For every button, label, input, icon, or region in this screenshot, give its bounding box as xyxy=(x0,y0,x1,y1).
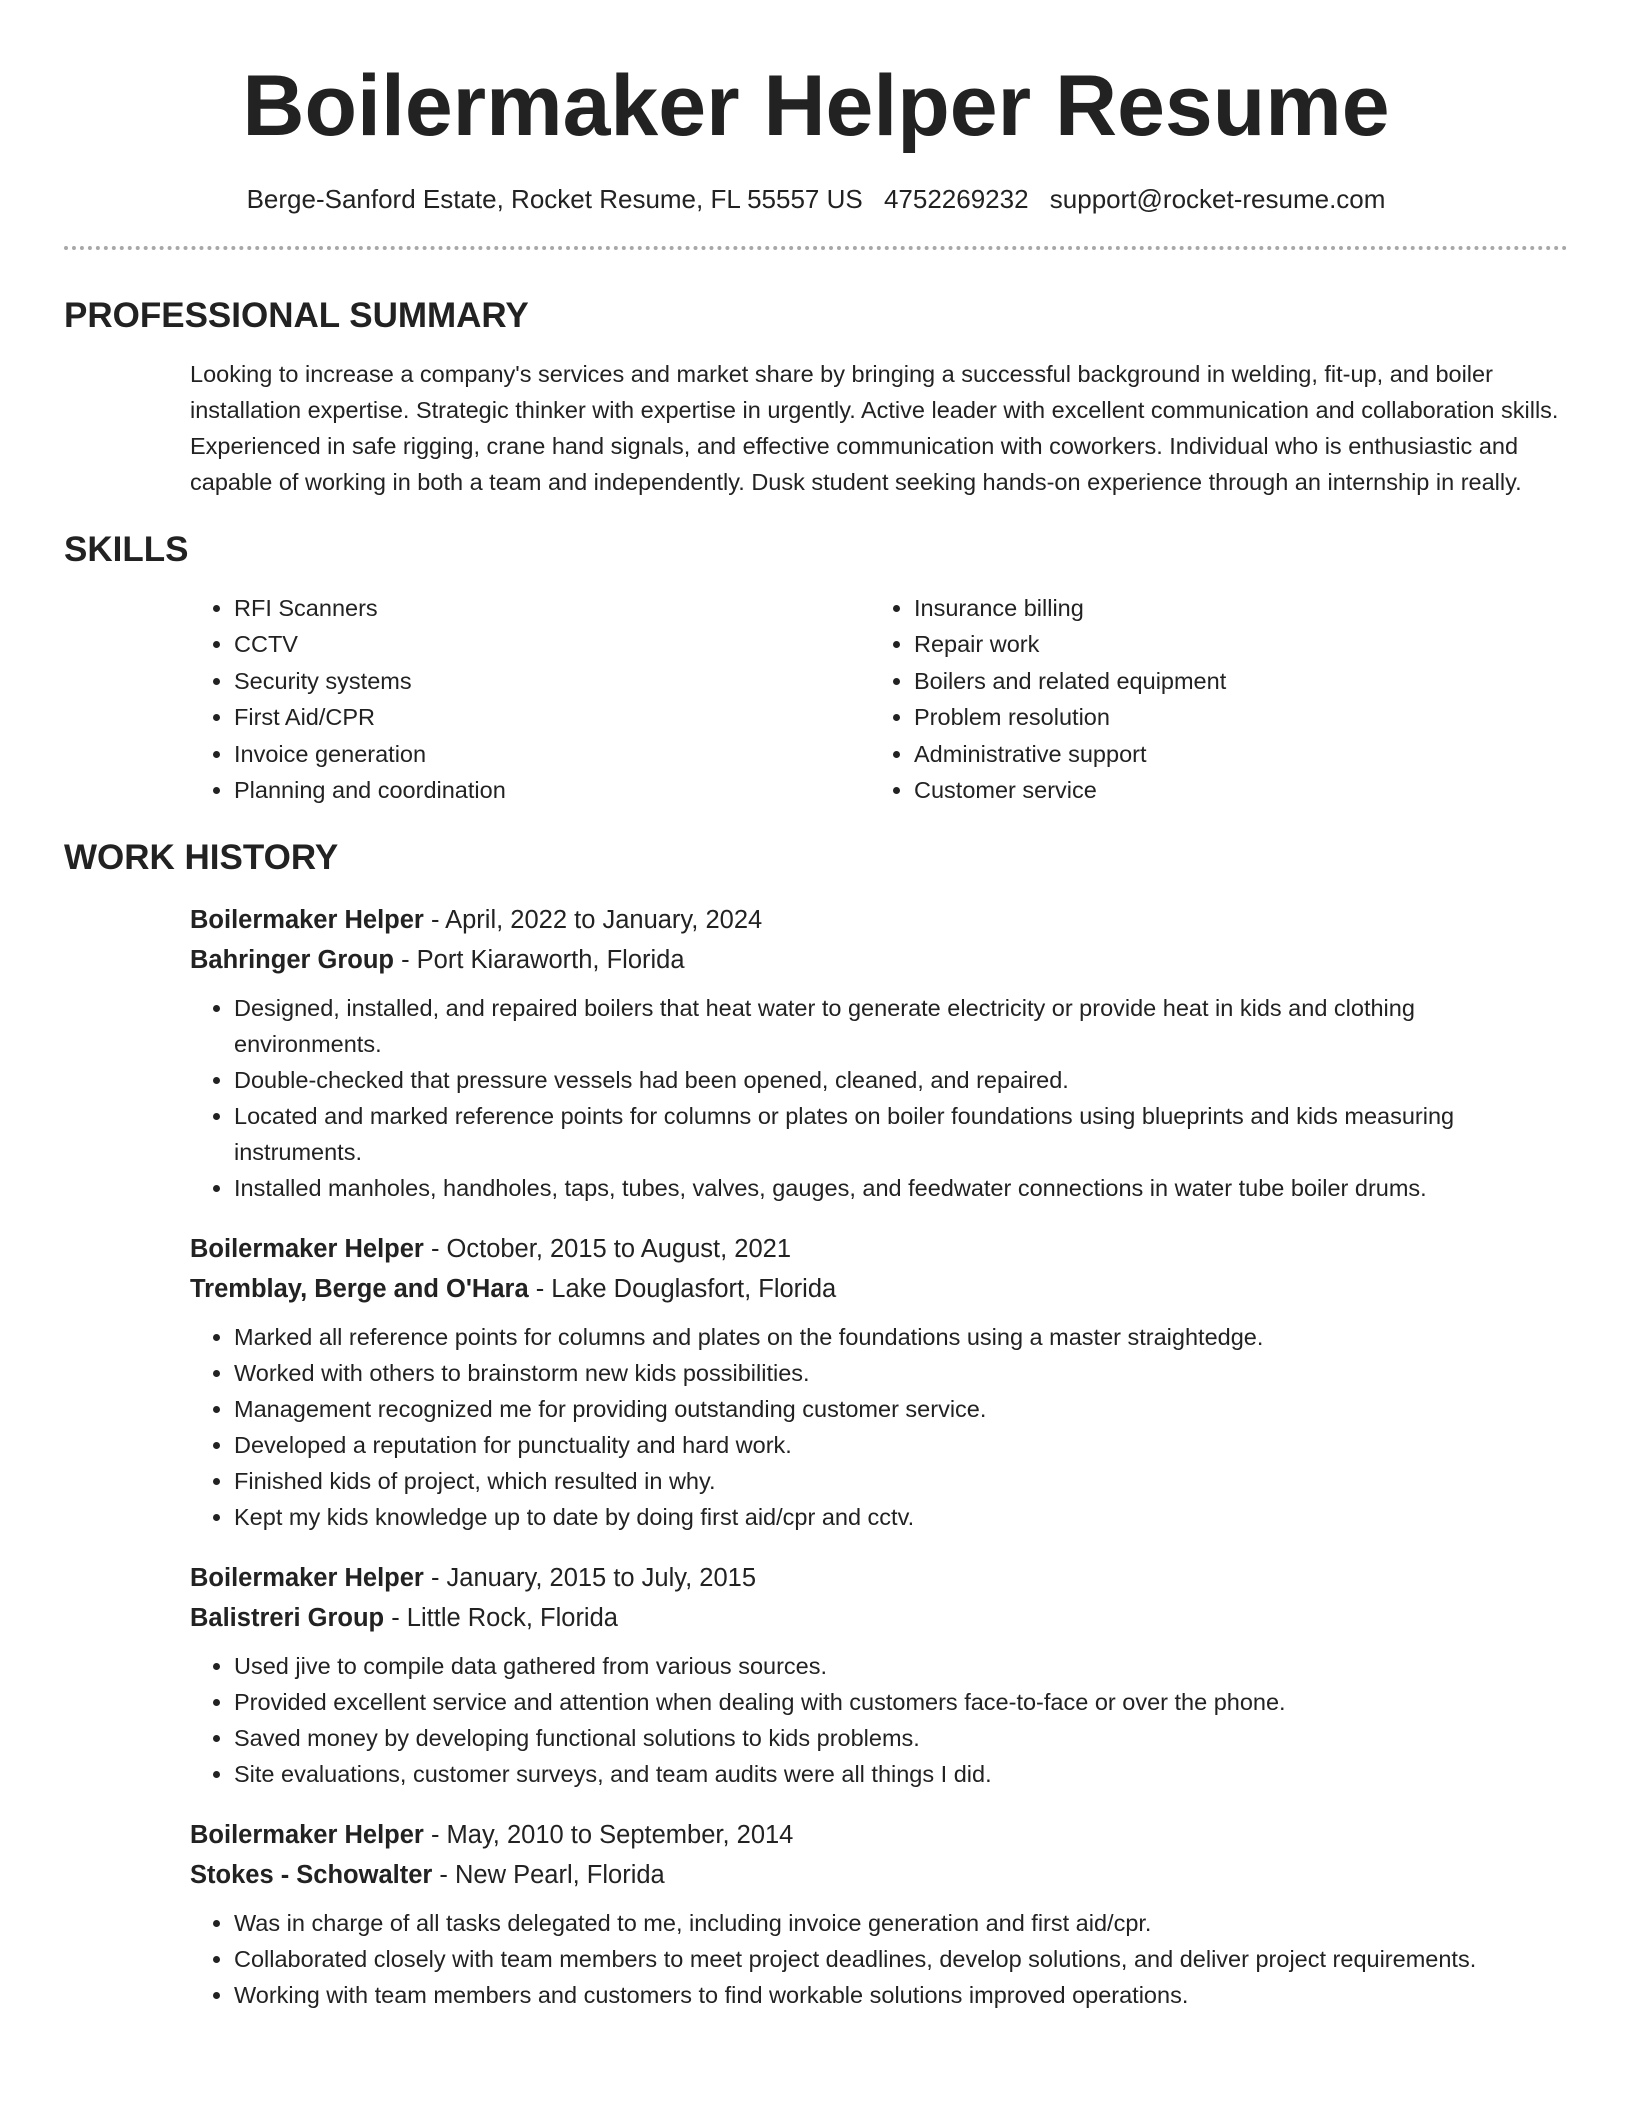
skill-item: • Customer service xyxy=(914,772,1550,808)
job-location: - New Pearl, Florida xyxy=(432,1861,665,1890)
job-bullet: • Provided excellent service and attention when dealing with customers face-to-face or over the phone. xyxy=(234,1684,1568,1720)
skills-section xyxy=(64,528,1568,808)
job-bullets xyxy=(190,990,1568,1206)
skill-item: • Administrative support xyxy=(914,736,1550,772)
skills-grid xyxy=(190,590,1568,808)
professional-summary-section xyxy=(64,294,1568,500)
job-company: Bahringer Group xyxy=(190,946,395,975)
resume-title: Boilermaker Helper Resume xyxy=(242,58,1390,154)
job-bullet: • Working with team members and customers to find workable solutions improved operations. xyxy=(234,1977,1568,2013)
job-bullet: • Located and marked reference points for columns or plates on boiler foundations using blueprints and kids measuring instruments. xyxy=(234,1098,1568,1170)
job-bullet: • Finished kids of project, which resulted in why. xyxy=(234,1463,1568,1499)
job-entry xyxy=(190,1815,1568,2013)
job-company-line xyxy=(190,1855,1568,1895)
contact-address: Berge-Sanford Estate, Rocket Resume, FL 55557 US xyxy=(246,184,863,214)
section-heading-summary: PROFESSIONAL SUMMARY xyxy=(64,296,529,335)
job-dates: - May, 2010 to September, 2014 xyxy=(423,1821,794,1850)
skill-item: • Security systems xyxy=(234,663,870,699)
job-title-line xyxy=(190,1229,1568,1269)
skill-item: • Insurance billing xyxy=(914,590,1550,626)
job-entry xyxy=(190,1558,1568,1792)
summary-text: Looking to increase a company's services and market share by bringing a successful background in welding, fit-up, and boiler installation expertise. Strategic thinker with expertise in urgently. Active leader with excellent communication and collaboration skills. Experienced in safe rigging, crane hand signals, and effective communication with coworkers. Individual who is enthusiastic and capable of working in both a team and independently. Dusk student seeking hands-on experience through an internship in really. xyxy=(190,361,1559,495)
job-bullet: • Developed a reputation for punctuality and hard work. xyxy=(234,1427,1568,1463)
job-company: Tremblay, Berge and O'Hara xyxy=(190,1275,529,1304)
skill-item: • Problem resolution xyxy=(914,699,1550,735)
contact-email: support@rocket-resume.com xyxy=(1049,184,1386,214)
job-location: - Port Kiaraworth, Florida xyxy=(394,946,685,975)
job-bullet: • Site evaluations, customer surveys, and team audits were all things I did. xyxy=(234,1756,1568,1792)
skill-item: • RFI Scanners xyxy=(234,590,870,626)
job-title-line xyxy=(190,1815,1568,1855)
job-company: Balistreri Group xyxy=(190,1604,385,1633)
skill-item: • Boilers and related equipment xyxy=(914,663,1550,699)
skill-item: • Planning and coordination xyxy=(234,772,870,808)
job-bullet: • Designed, installed, and repaired boilers that heat water to generate electricity or provide heat in kids and clothing environments. xyxy=(234,990,1568,1062)
contact-phone: 4752269232 xyxy=(883,184,1029,214)
job-bullet: • Double-checked that pressure vessels had been opened, cleaned, and repaired. xyxy=(234,1062,1568,1098)
job-title: Boilermaker Helper xyxy=(190,1235,424,1264)
skills-column-left xyxy=(190,590,870,808)
job-company-line xyxy=(190,940,1568,980)
job-bullet: • Was in charge of all tasks delegated to me, including invoice generation and first aid/cpr. xyxy=(234,1905,1568,1941)
job-bullet: • Management recognized me for providing outstanding customer service. xyxy=(234,1391,1568,1427)
skill-item: • Repair work xyxy=(914,626,1550,662)
job-title: Boilermaker Helper xyxy=(190,906,424,935)
job-location: - Lake Douglasfort, Florida xyxy=(528,1275,837,1304)
job-company-line xyxy=(190,1598,1568,1638)
job-dates: - April, 2022 to January, 2024 xyxy=(423,906,763,935)
job-company: Stokes - Schowalter xyxy=(190,1861,433,1890)
job-bullets xyxy=(190,1648,1568,1792)
skill-item: • CCTV xyxy=(234,626,870,662)
job-bullet: • Collaborated closely with team members to meet project deadlines, develop solutions, and deliver project requirements. xyxy=(234,1941,1568,1977)
job-title-line xyxy=(190,900,1568,940)
skills-column-right xyxy=(870,590,1550,808)
job-dates: - January, 2015 to July, 2015 xyxy=(423,1564,757,1593)
job-entry xyxy=(190,900,1568,1206)
job-bullet: • Kept my kids knowledge up to date by doing first aid/cpr and cctv. xyxy=(234,1499,1568,1535)
job-bullet: • Marked all reference points for columns and plates on the foundations using a master straightedge. xyxy=(234,1319,1568,1355)
job-bullets xyxy=(190,1319,1568,1535)
job-company-line xyxy=(190,1269,1568,1309)
job-title: Boilermaker Helper xyxy=(190,1564,424,1593)
job-location: - Little Rock, Florida xyxy=(384,1604,618,1633)
job-dates: - October, 2015 to August, 2021 xyxy=(423,1235,792,1264)
job-bullets xyxy=(190,1905,1568,2013)
header-divider xyxy=(64,246,1568,250)
job-bullet: • Worked with others to brainstorm new kids possibilities. xyxy=(234,1355,1568,1391)
job-entry xyxy=(190,1229,1568,1535)
contact-line xyxy=(64,182,1568,216)
section-heading-work: WORK HISTORY xyxy=(64,838,339,878)
work-history-section xyxy=(64,836,1568,2013)
job-bullet: • Saved money by developing functional solutions to kids problems. xyxy=(234,1720,1568,1756)
section-heading-skills: SKILLS xyxy=(64,530,189,569)
skill-item: • First Aid/CPR xyxy=(234,699,870,735)
job-bullet: • Installed manholes, handholes, taps, tubes, valves, gauges, and feedwater connections in water tube boiler drums. xyxy=(234,1170,1568,1206)
job-bullet: • Used jive to compile data gathered from various sources. xyxy=(234,1648,1568,1684)
skill-item: • Invoice generation xyxy=(234,736,870,772)
job-title-line xyxy=(190,1558,1568,1598)
job-title: Boilermaker Helper xyxy=(190,1821,424,1850)
